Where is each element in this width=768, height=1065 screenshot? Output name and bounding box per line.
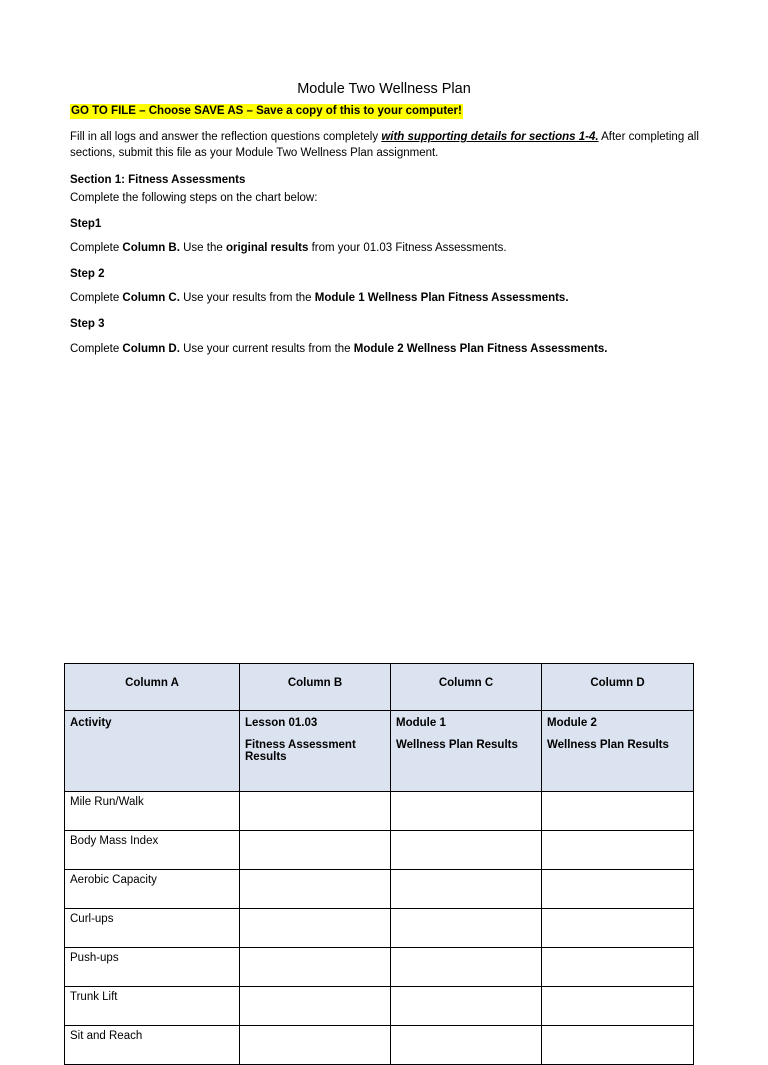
fitness-assessment-table — [64, 663, 694, 1065]
intro-text: Fill in all logs and answer the reflection questions completely — [70, 131, 382, 143]
column-d-cell[interactable] — [542, 1026, 694, 1065]
column-b-cell[interactable] — [240, 948, 391, 987]
table-row — [65, 948, 694, 987]
table-row — [65, 831, 694, 870]
column-d-cell[interactable] — [542, 948, 694, 987]
column-b-cell[interactable] — [240, 1026, 391, 1065]
subheader-line: Module 1 — [396, 717, 446, 729]
intro-emphasis: with supporting details for sections 1-4. — [381, 131, 599, 143]
step-text — [70, 341, 700, 357]
step-text-part: Complete — [70, 292, 123, 304]
column-b-cell[interactable] — [240, 909, 391, 948]
table-header-row — [65, 664, 694, 711]
subheader-line: Fitness Assessment Results — [245, 739, 356, 763]
column-b-cell[interactable] — [240, 792, 391, 831]
subheader-cell — [65, 711, 240, 792]
column-c-cell[interactable] — [391, 870, 542, 909]
column-d-cell[interactable] — [542, 870, 694, 909]
column-b-cell[interactable] — [240, 987, 391, 1026]
step-column-ref: Column B. — [122, 242, 180, 254]
subheader-line: Lesson 01.03 — [245, 717, 318, 729]
step-heading: Step 2 — [70, 268, 105, 280]
step-text — [70, 240, 700, 256]
section-subtext: Complete the following steps on the chart below: — [70, 192, 318, 204]
subheader-line: Wellness Plan Results — [547, 739, 669, 751]
column-header: Column D — [542, 664, 694, 711]
subheader-line: Wellness Plan Results — [396, 739, 518, 751]
column-b-cell[interactable] — [240, 870, 391, 909]
column-b-cell[interactable] — [240, 831, 391, 870]
column-c-cell[interactable] — [391, 987, 542, 1026]
step-text — [70, 290, 700, 306]
activity-cell: Push-ups — [65, 948, 240, 987]
subheader-cell — [391, 711, 542, 792]
table-row — [65, 909, 694, 948]
step-source-ref: Module 1 Wellness Plan Fitness Assessments. — [314, 292, 569, 304]
step-text-part: from your 01.03 Fitness Assessments. — [308, 242, 507, 254]
table-row — [65, 987, 694, 1026]
step-text-part: Use your results from the — [179, 292, 315, 304]
page-title: Module Two Wellness Plan — [297, 81, 471, 97]
column-d-cell[interactable] — [542, 987, 694, 1026]
column-header: Column A — [65, 664, 240, 711]
column-c-cell[interactable] — [391, 831, 542, 870]
intro-paragraph — [70, 129, 700, 161]
column-d-cell[interactable] — [542, 831, 694, 870]
subheader-line: Module 2 — [547, 717, 597, 729]
table-row — [65, 792, 694, 831]
column-c-cell[interactable] — [391, 909, 542, 948]
table-subheader-row — [65, 711, 694, 792]
column-header: Column C — [391, 664, 542, 711]
column-header: Column B — [240, 664, 391, 711]
step-source-ref: Module 2 Wellness Plan Fitness Assessments. — [353, 343, 608, 355]
subheader-line: Activity — [70, 717, 112, 729]
column-c-cell[interactable] — [391, 948, 542, 987]
activity-cell: Curl-ups — [65, 909, 240, 948]
activity-cell: Sit and Reach — [65, 1026, 240, 1065]
step-source-ref: original results — [225, 242, 309, 254]
step-text-part: Complete — [70, 343, 123, 355]
section-heading: Section 1: Fitness Assessments — [70, 174, 246, 186]
step-text-part: Use the — [179, 242, 226, 254]
subheader-cell — [542, 711, 694, 792]
table-row — [65, 870, 694, 909]
activity-cell: Aerobic Capacity — [65, 870, 240, 909]
step-column-ref: Column D. — [122, 343, 180, 355]
step-text-part: Use your current results from the — [179, 343, 354, 355]
table-row — [65, 1026, 694, 1065]
activity-cell: Mile Run/Walk — [65, 792, 240, 831]
activity-cell: Trunk Lift — [65, 987, 240, 1026]
step-heading: Step 3 — [70, 318, 105, 330]
column-c-cell[interactable] — [391, 792, 542, 831]
column-d-cell[interactable] — [542, 792, 694, 831]
column-d-cell[interactable] — [542, 909, 694, 948]
save-instruction: GO TO FILE – Choose SAVE AS – Save a copy of this to your computer! — [71, 105, 462, 117]
step-heading: Step1 — [70, 218, 102, 230]
column-c-cell[interactable] — [391, 1026, 542, 1065]
intro-text-end: After completing all sections, submit this file as your Module Two Wellness Plan assignment. — [70, 131, 699, 159]
subheader-cell — [240, 711, 391, 792]
step-text-part: Complete — [70, 242, 123, 254]
step-column-ref: Column C. — [122, 292, 180, 304]
activity-cell: Body Mass Index — [65, 831, 240, 870]
